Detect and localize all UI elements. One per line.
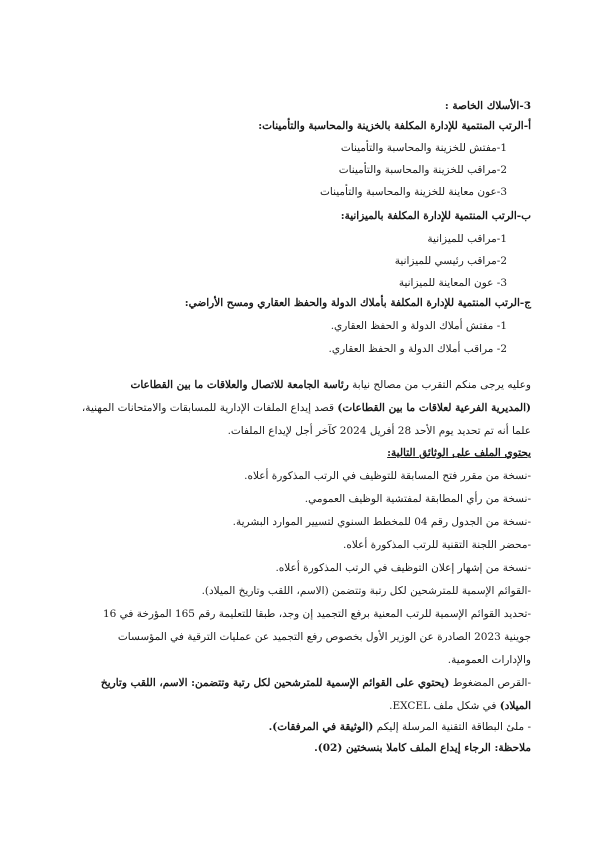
section-title: 3-الأسلاك الخاصة : [444, 100, 531, 112]
technical-sheet-line: - ملئ البطاقة التقنية المرسلة إليكم (الوثيقة في المرفقات). [268, 721, 531, 733]
cd-line-1: -القرص المضغوط (يحتوي على القوائم الإسمية للمترشحين لكل رتبة وتتضمن: الاسم، اللقب وتاريخ [100, 677, 531, 689]
doc-item-4: -محضر اللجنة التقنية للرتب المذكورة أعلاه. [343, 539, 531, 551]
group-c-item-1: 1- مفتش أملاك الدولة و الحفظ العقاري. [330, 320, 507, 332]
group-a-item-2: 2-مراقب للخزينة والمحاسبة والتأمينات [338, 164, 507, 176]
doc-item-1: -نسخة من مقرر فتح المسابقة للتوظيف في الرتب المذكورة أعلاه. [244, 470, 531, 482]
docs-heading: يحتوي الملف على الوثائق التالية: [387, 447, 531, 459]
group-c-heading: ج-الرتب المنتمية للإدارة المكلفة بأملاك الدولة والحفظ العقاري ومسح الأراضي: [184, 297, 531, 309]
group-b-item-1: 1-مراقب للميزانية [427, 233, 507, 245]
cd-line-2: الميلاد) في شكل ملف EXCEL. [389, 700, 531, 712]
group-b-heading: ب-الرتب المنتمية للإدارة المكلفة بالميزانية: [340, 210, 531, 222]
group-b-item-2: 2-مراقب رئيسي للميزانية [394, 255, 507, 267]
doc-item-3: -نسخة من الجدول رقم 04 للمخطط السنوي لتسيير الموارد البشرية. [232, 516, 531, 528]
doc-item-6: -القوائم الإسمية للمترشحين لكل رتبة وتتضمن (الاسم، اللقب وتاريخ الميلاد). [201, 585, 531, 597]
group-c-item-2: 2- مراقب أملاك الدولة و الحفظ العقاري. [328, 343, 507, 355]
doc-item-7c: والإدارات العمومية. [447, 654, 531, 666]
group-b-item-3: 3- عون المعاينة للميزانية [398, 277, 507, 289]
request-line-1: وعليه يرجى منكم التقرب من مصالح نيابة رئاسة الجامعة للاتصال والعلاقات ما بين القطاعات [130, 379, 531, 391]
group-a-heading: أ-الرتب المنتمية للإدارة المكلفة بالخزينة والمحاسبة والتأمينات: [258, 120, 531, 132]
doc-item-7b: جوينية 2023 الصادرة عن الوزير الأول بخصوص رفع التجميد عن عمليات الترقية في المؤسسات [117, 631, 531, 643]
request-line-3: علما أنه تم تحديد يوم الأحد 28 أفريل 2024 كآخر أجل لإيداع الملفات. [227, 425, 531, 437]
request-line-2: (المديرية الفرعية لعلاقات ما بين القطاعات) قصد إيداع الملفات الإدارية للمسابقات والامتحانات المهنية، [81, 402, 531, 414]
group-a-item-1: 1-مفتش للخزينة والمحاسبة والتأمينات [340, 142, 507, 154]
doc-item-2: -نسخة من رأي المطابقة لمفتشية الوظيف العمومي. [304, 493, 531, 505]
doc-item-7a: -تحديد القوائم الإسمية للرتب المعنية برفع التجميد إن وجد، طبقا للتعليمة رقم 165 المؤرخة في 16 [102, 608, 531, 620]
doc-item-5: -نسخة من إشهار إعلان التوظيف في الرتب المذكورة أعلاه. [275, 562, 531, 574]
group-a-item-3: 3-عون معاينة للخزينة والمحاسبة والتأمينات [320, 186, 507, 198]
note-line: ملاحظة: الرجاء إيداع الملف كاملا بنسختين (02). [314, 742, 531, 754]
